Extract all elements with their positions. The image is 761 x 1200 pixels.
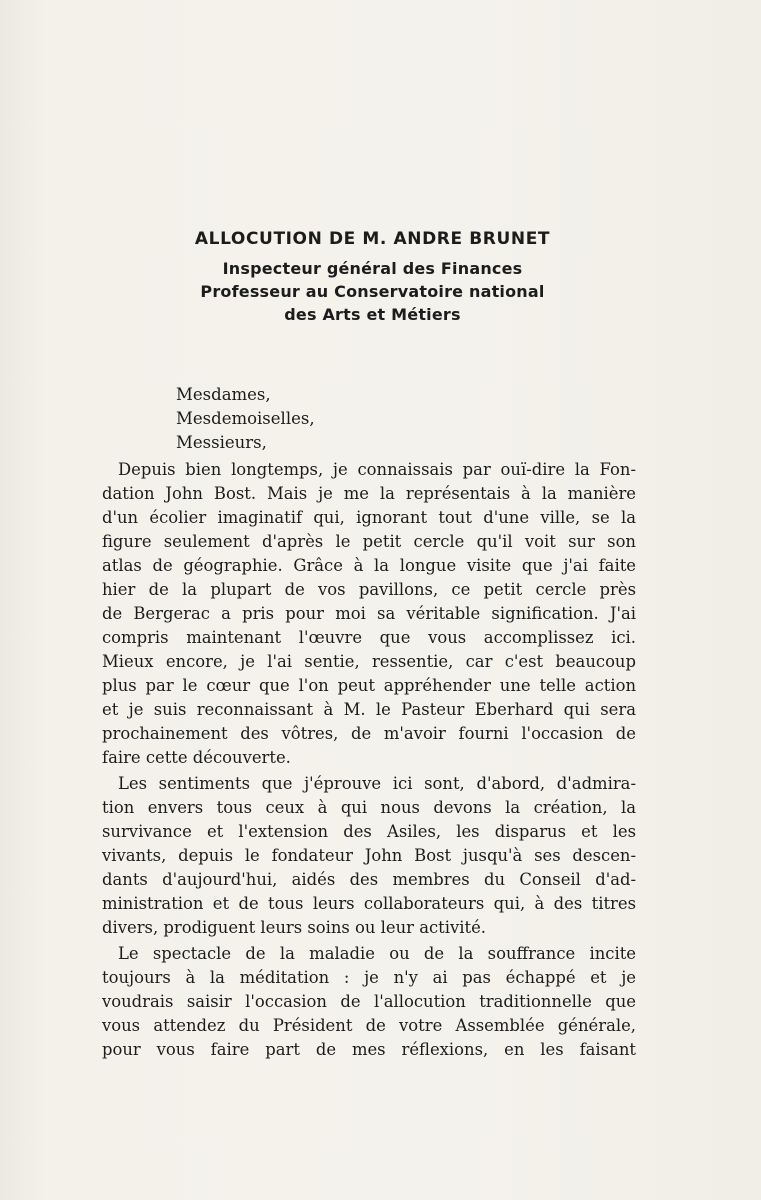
text-line: pour vous faire part de mes réflexions, en les faisant bbox=[102, 1040, 636, 1059]
speaker-title-line-3: des Arts et Métiers bbox=[284, 305, 461, 324]
text-line: dation John Bost. Mais je me la représentais à la manière bbox=[102, 484, 636, 503]
paragraph-1 bbox=[102, 458, 636, 770]
text-line: prochainement des vôtres, de m'avoir fourni l'occasion de bbox=[102, 724, 636, 743]
text-line: toujours à la méditation : je n'y ai pas échappé et je bbox=[102, 968, 636, 987]
text-line: plus par le cœur que l'on peut appréhender une telle action bbox=[102, 676, 636, 695]
paragraph-2 bbox=[102, 772, 636, 940]
paragraph-3 bbox=[102, 942, 636, 1062]
salutation-line: Messieurs, bbox=[176, 433, 267, 452]
text-line: de Bergerac a pris pour moi sa véritable signification. J'ai bbox=[102, 604, 636, 623]
salutation bbox=[176, 383, 315, 455]
text-line: vous attendez du Président de votre Assemblée générale, bbox=[102, 1016, 636, 1035]
text-line: tion envers tous ceux à qui nous devons la création, la bbox=[102, 798, 636, 817]
text-line: divers, prodiguent leurs soins ou leur activité. bbox=[102, 918, 487, 937]
speaker-title-line-2: Professeur au Conservatoire national bbox=[200, 282, 545, 301]
text-line: et je suis reconnaissant à M. le Pasteur Eberhard qui sera bbox=[102, 700, 636, 719]
text-line: Les sentiments que j'éprouve ici sont, d'abord, d'admira- bbox=[118, 774, 636, 793]
text-line: Le spectacle de la maladie ou de la souffrance incite bbox=[118, 944, 636, 963]
text-line: voudrais saisir l'occasion de l'allocution traditionnelle que bbox=[102, 992, 636, 1011]
text-line: Depuis bien longtemps, je connaissais par ouï-dire la Fon- bbox=[118, 460, 636, 479]
text-line: figure seulement d'après le petit cercle qu'il voit sur son bbox=[102, 532, 636, 551]
text-line: compris maintenant l'œuvre que vous accomplissez ici. bbox=[102, 628, 636, 647]
text-line: ministration et de tous leurs collaborateurs qui, à des titres bbox=[102, 894, 636, 913]
text-line: atlas de géographie. Grâce à la longue visite que j'ai faite bbox=[102, 556, 636, 575]
text-line: survivance et l'extension des Asiles, les disparus et les bbox=[102, 822, 636, 841]
text-line: hier de la plupart de vos pavillons, ce petit cercle près bbox=[102, 580, 636, 599]
text-line: faire cette découverte. bbox=[102, 748, 291, 767]
salutation-line: Mesdemoiselles, bbox=[176, 409, 315, 428]
text-line: vivants, depuis le fondateur John Bost jusqu'à ses descen- bbox=[102, 846, 636, 865]
text-line: dants d'aujourd'hui, aidés des membres du Conseil d'ad- bbox=[102, 870, 636, 889]
text-line: d'un écolier imaginatif qui, ignorant tout d'une ville, se la bbox=[102, 508, 636, 527]
salutation-line: Mesdames, bbox=[176, 385, 271, 404]
text-line: Mieux encore, je l'ai sentie, ressentie, car c'est beaucoup bbox=[102, 652, 636, 671]
speech-title: ALLOCUTION DE M. ANDRE BRUNET bbox=[194, 229, 551, 249]
speaker-title-line-1: Inspecteur général des Finances bbox=[222, 259, 523, 278]
